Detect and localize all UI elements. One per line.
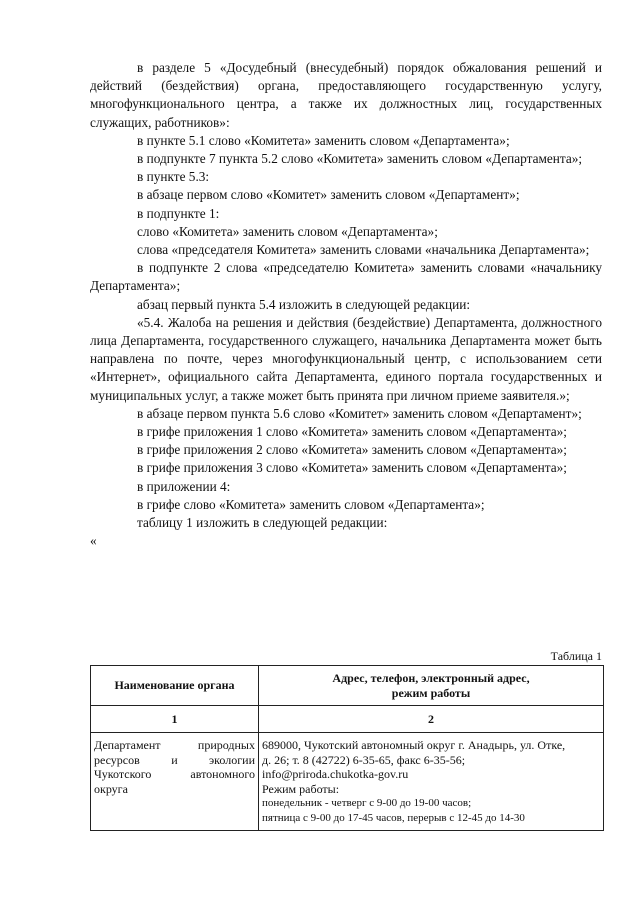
schedule-heading: Режим работы: [262,781,340,796]
paragraph: в грифе приложения 3 слово «Комитета» заменить словом «Департамента»; [137,460,567,476]
header-agency-name: Наименование органа [91,666,259,706]
column-number-2: 2 [259,706,604,733]
paragraph: таблицу 1 изложить в следующей редакции: [137,515,388,531]
schedule-line: понедельник - четверг с 9-00 до 19-00 часов; [262,797,472,809]
paragraph: в подпункте 7 пункта 5.2 слово «Комитета» заменить словом «Департамента»; [137,151,583,167]
paragraph: в абзаце первом слово «Комитет» заменить словом «Департамент»; [137,187,520,203]
paragraph: слово «Комитета» заменить словом «Департамента»; [137,223,438,239]
table-caption: Таблица 1 [550,649,602,663]
header-contacts [259,666,604,706]
paragraph: в грифе приложения 1 слово «Комитета» заменить словом «Департамента»; [137,424,567,440]
paragraph: в разделе 5 «Досудебный (внесудебный) порядок обжалования решений и действий (бездействия) органа, предоставляющего государственную услугу, многофункционального центра, а также их должностных лиц, государственных служащих, работников»: [90,60,602,130]
schedule-line: пятница с 9-00 до 17-45 часов, перерыв с 12-45 до 14-30 [262,812,525,824]
agency-name-cell: Департамент природных ресурсов и экологии Чукотского автономного округа [91,733,259,831]
paragraph: в подпункте 1: [137,205,220,221]
paragraph: в абзаце первом пункта 5.6 слово «Комитет» заменить словом «Департамент»; [137,405,582,421]
paragraph: в подпункте 2 слова «председателю Комитета» заменить словами «начальнику Департамента»; [90,260,602,294]
header-contacts-line2: режим работы [391,685,471,700]
agency-contacts-cell [259,733,604,831]
address-line: 689000, Чукотский автономный округ г. Анадырь, ул. Отке, [262,738,566,752]
table-row [91,733,604,831]
header-contacts-line1: Адрес, телефон, электронный адрес, [332,671,530,685]
column-number-1: 1 [91,706,259,733]
paragraph: абзац первый пункта 5.4 изложить в следующей редакции: [137,296,471,312]
paragraph: в пункте 5.3: [137,169,210,185]
amendment-text [90,59,602,550]
paragraph: « [90,533,97,549]
paragraph: «5.4. Жалоба на решения и действия (бездействие) Департамента, должностного лица Департамента, государственного служащего, начальника Департамента может быть направлена по почте, через многофункциональный центр, с использованием сети «Интернет», официального сайта Департамента, единого портала государственных и муниципальных услуг, а также может быть принята при личном приеме заявителя.»; [90,314,602,403]
paragraph: в грифе приложения 2 слово «Комитета» заменить словом «Департамента»; [137,442,567,458]
paragraph: в приложении 4: [137,478,231,494]
table-header-row [91,666,604,706]
paragraph: в грифе слово «Комитета» заменить словом «Департамента»; [137,496,485,512]
table-number-row [91,706,604,733]
agency-table [90,665,604,831]
email-line: info@priroda.chukotka-gov.ru [262,767,409,781]
paragraph: в пункте 5.1 слово «Комитета» заменить словом «Департамента»; [137,132,510,148]
phone-line: д. 26; т. 8 (42722) 6-35-65, факс 6-35-56; [262,752,466,767]
paragraph: слова «председателя Комитета» заменить словами «начальника Департамента»; [137,242,590,258]
